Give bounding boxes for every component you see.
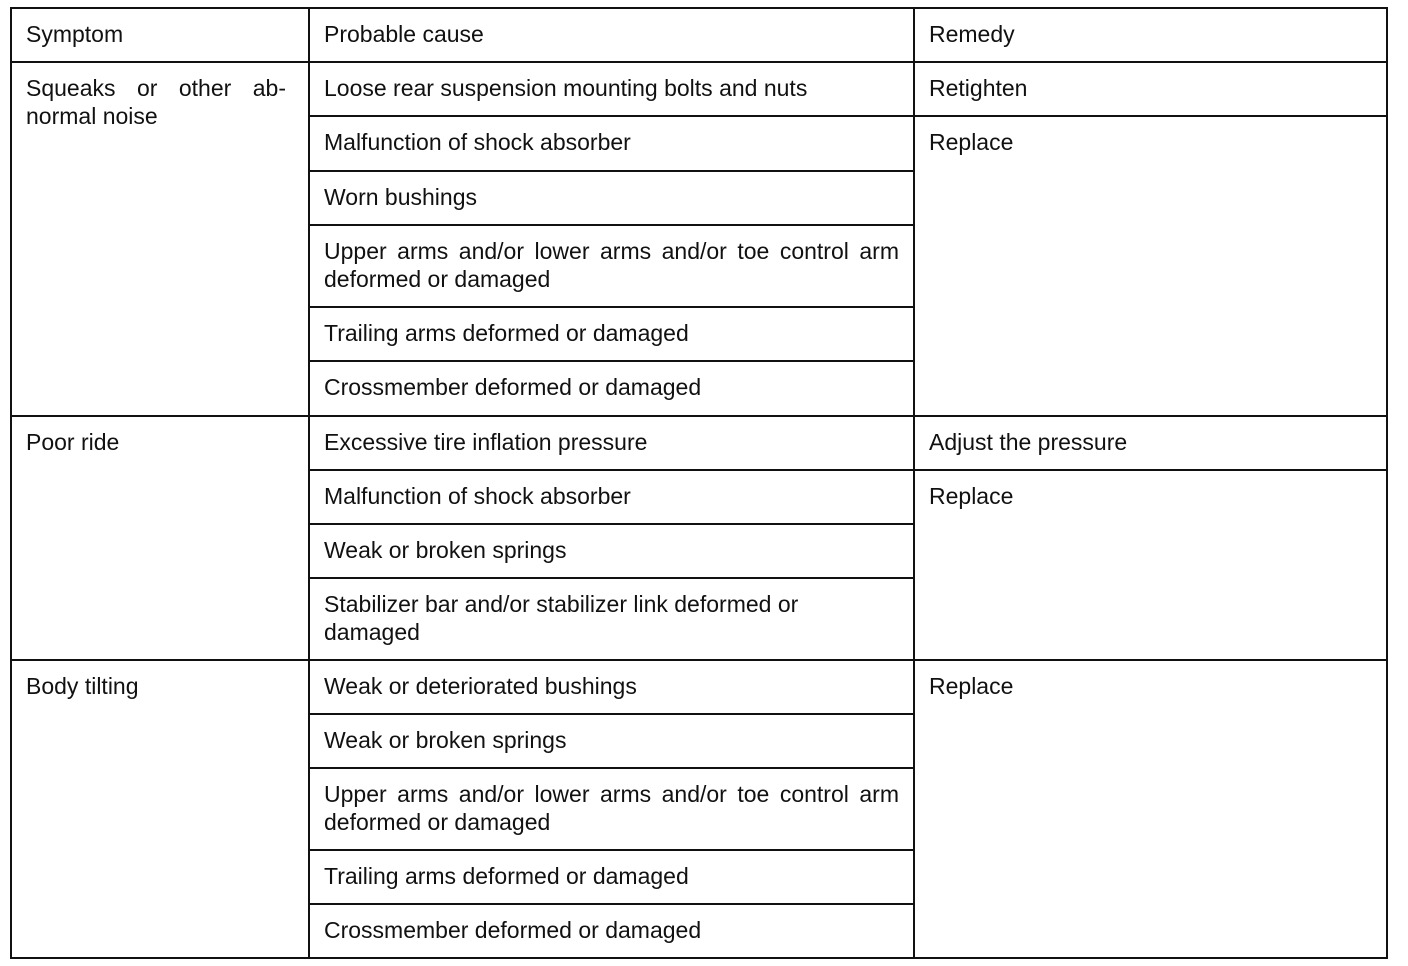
symptom-cell: Poor ride [11,416,309,660]
cause-cell: Crossmember deformed or damaged [309,361,914,416]
troubleshooting-table [10,7,1388,959]
cause-cell: Malfunction of shock absorber [309,470,914,524]
cause-cell: Excessive tire inflation pressure [309,416,914,470]
cause-cell [309,768,914,850]
remedy-cell: Replace [914,470,1387,660]
cause-text: Upper arms and/or lower arms and/or toe control arm deformed or damaged [324,781,899,835]
cause-cell: Malfunction of shock absorber [309,116,914,171]
symptom-cell: Body tilting [11,660,309,958]
remedy-cell: Adjust the pressure [914,416,1387,470]
header-row [11,8,1387,62]
cause-cell: Trailing arms deformed or damaged [309,307,914,361]
remedy-cell: Replace [914,660,1387,958]
cause-cell [309,225,914,307]
table-row [11,416,1387,470]
remedy-cell: Replace [914,116,1387,416]
cause-cell: Weak or broken springs [309,714,914,768]
remedy-cell: Retighten [914,62,1387,116]
header-remedy: Remedy [914,8,1387,62]
symptom-text: Squeaks or other ab-normal noise [26,75,286,129]
cause-cell: Worn bushings [309,171,914,225]
table-row [11,62,1387,116]
table-row [11,660,1387,714]
cause-cell: Loose rear suspension mounting bolts and nuts [309,62,914,116]
cause-cell: Stabilizer bar and/or stabilizer link deformed or damaged [309,578,914,660]
symptom-cell [11,62,309,416]
header-probable-cause: Probable cause [309,8,914,62]
cause-cell: Weak or broken springs [309,524,914,578]
cause-text: Upper arms and/or lower arms and/or toe control arm deformed or damaged [324,238,899,292]
cause-cell: Crossmember deformed or damaged [309,904,914,958]
header-symptom: Symptom [11,8,309,62]
cause-cell: Trailing arms deformed or damaged [309,850,914,904]
cause-cell: Weak or deteriorated bushings [309,660,914,714]
